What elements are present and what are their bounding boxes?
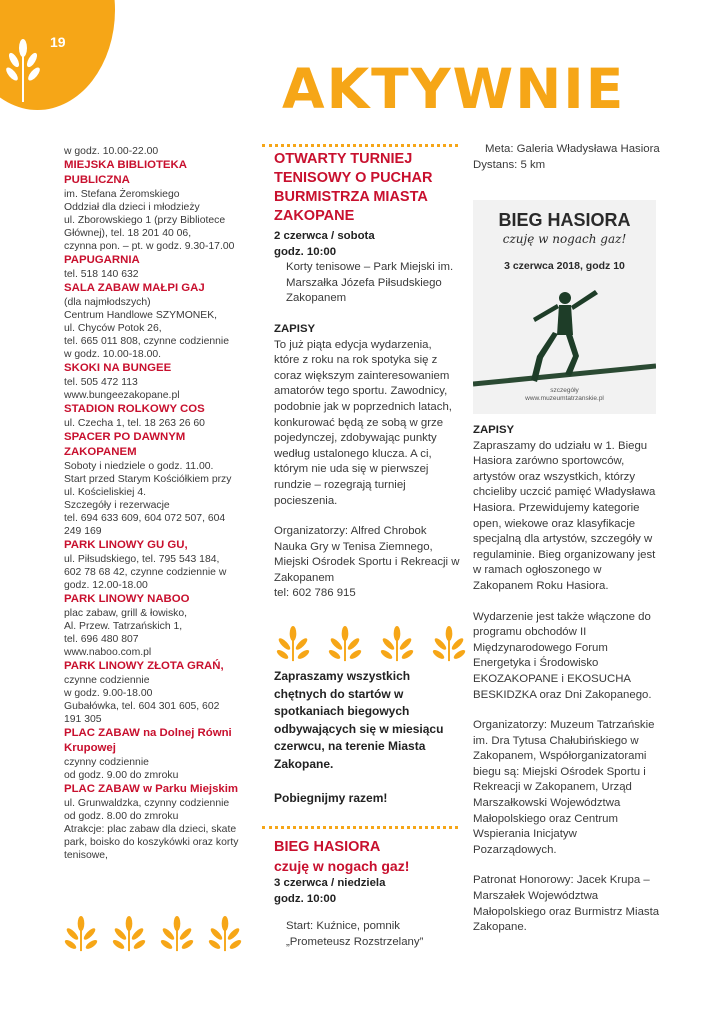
divider	[262, 826, 458, 829]
listing-text: Szczegóły i rezerwacje	[64, 500, 170, 511]
section-title: AKTYWNIE	[282, 57, 626, 121]
listing-text: www.bungeezakopane.pl	[64, 390, 180, 401]
listing-text: ul. Zborowskiego 1 (przy Bibliotece Głównej), tel. 18 201 40 06,	[64, 215, 226, 239]
listing-text: tel. 694 633 609, 604 072 507, 604 249 169	[64, 513, 226, 537]
listing-heading: PLAC ZABAW w Parku Miejskim	[64, 783, 239, 795]
listing-text: Gubałówka, tel. 604 301 605, 602 191 305	[64, 701, 220, 725]
listing-text: czynna pon. – pt. w godz. 9.30-17.00	[64, 241, 235, 252]
page-number: 19	[50, 34, 66, 50]
listing-text: (dla najmłodszych)	[64, 297, 151, 308]
invite-text: Zapraszamy wszystkich chętnych do startów w spotkaniach biegowych odbywających się w miesiącu czerwcu, na terenie Miasta Zakopane.	[274, 669, 444, 771]
run-time: godz. 10:00	[274, 892, 337, 905]
listing-text: Soboty i niedziele o godz. 11.00.	[64, 461, 214, 472]
wheat-icon	[62, 915, 100, 953]
tennis-date: 2 czerwca / sobota	[274, 230, 375, 242]
listing-text: www.naboo.com.pl	[64, 647, 152, 658]
tennis-organizers: Organizatorzy: Alfred Chrobok Nauka Gry w Tenisa Ziemnego, Miejski Ośrodek Sportu i Rekreacji w Zakopanem	[274, 525, 460, 584]
listing-text: plac zabaw, grill & łowisko,	[64, 608, 188, 619]
zapisy-label: ZAPISY	[274, 322, 316, 335]
run-together: Pobiegnijmy razem!	[274, 791, 388, 805]
listing-text: tel. 505 472 113	[64, 377, 138, 388]
run-poster	[473, 200, 656, 414]
wheat-icon	[110, 915, 148, 953]
listing-text: ul. Piłsudskiego, tel. 795 543 184, 602 78 68 42, czynne codziennie w godz. 12.00-18.00	[64, 554, 227, 591]
invite-block	[274, 668, 454, 808]
program-text: Wydarzenie jest także włączone do programu obchodów II Międzynarodowego Forum Energetyka i Środowisko EKOZAKOPANE i EKOSUCHA BESKIDZKA oraz Dni Zakopanego.	[473, 610, 652, 701]
listing-text: od godz. 9.00 do zmroku	[64, 770, 179, 781]
listing-heading: PARK LINOWY ZŁOTA GRAŃ,	[64, 660, 224, 672]
wheat-ornament	[62, 915, 244, 953]
listing-heading: PAPUGARNIA	[64, 254, 140, 266]
listing-heading: PLAC ZABAW na Dolnej Równi Krupowej	[64, 727, 232, 754]
listing-text: Centrum Handlowe SZYMONEK,	[64, 310, 218, 321]
listing-text: czynny codziennie	[64, 757, 149, 768]
poster-subtitle: czuję w nogach gaz!	[502, 232, 627, 246]
wheat-ornament	[274, 625, 468, 663]
tennis-place: Korty tenisowe – Park Miejski im. Marszałka Józefa Piłsudskiego Zakopanem	[286, 261, 454, 305]
zapisy-text: Zapraszamy do udziału w 1. Biegu Hasiora zarówno sportowców, artystów oraz wszystkich, którzy chcieliby uczcić pamięć Władysława Hasiora. Przewidujemy kategorie open, wiekowe oraz klasyfikacje specjalną dla artystów, szczegóły w regulaminie. Bieg organizowany jest w ramach ogłoszonego w Zakopanem Roku Hasiora.	[473, 439, 656, 592]
listing-text: Start przed Starym Kościółkiem przy ul. Kościeliskiej 4.	[64, 474, 232, 498]
patron-text: Patronat Honorowy: Jacek Krupa – Marszałek Województwa Małopolskiego oraz Burmistrz Miasta Zakopane.	[473, 874, 660, 934]
listing-heading: STADION ROLKOWY COS	[64, 403, 205, 415]
poster-footer-url: www.muzeumtatrzanskie.pl	[525, 395, 604, 402]
listing-text: Oddział dla dzieci i młodzieży	[64, 202, 200, 213]
jumping-runner-image	[473, 280, 656, 390]
organizers-text: Organizatorzy: Muzeum Tatrzańskie im. Dra Tytusa Chałubińskiego w Zakopanem, Współorganizatorami biegu są: Miejski Ośrodek Sportu i Rekreacji w Zakopanem, Urząd Marszałkowski Województwa Małopolskiego oraz Centrum Wspierania Inicjatyw Pozarządowych.	[473, 719, 655, 856]
run-title: BIEG HASIORA	[274, 839, 381, 855]
poster-footer	[473, 387, 656, 403]
listing-text: ul. Chyców Potok 26,	[64, 323, 162, 334]
run-description	[473, 423, 661, 936]
listing-heading: SKOKI NA BUNGEE	[64, 362, 172, 374]
listing-text: ul. Grunwaldzka, czynny codziennie od godz. 8.00 do zmroku	[64, 798, 230, 822]
tennis-title: OTWARTY TURNIEJ TENISOWY O PUCHAR BURMISTRZA MIASTA ZAKOPANE	[274, 151, 433, 224]
wheat-icon	[274, 625, 312, 663]
listing-heading: PARK LINOWY GU GU,	[64, 539, 188, 551]
listing-text: w godz. 9.00-18.00	[64, 688, 153, 699]
poster-date: 3 czerwca 2018, godz 10	[504, 260, 625, 272]
wheat-icon	[430, 625, 468, 663]
listing-text: tel. 696 480 807	[64, 634, 139, 645]
tennis-description: To już piąta edycja wydarzenia, które z roku na rok spotyka się z coraz większym zainteresowaniem amatorów tego sportu. Zawodnicy, podobnie jak w poprzednich latach, konkurować będą ze sobą w grze pojedynczej, zdobywając punkty według ustalonego klucza. A ci, którym nie uda się w pierwszej rundzie – rozegrają turniej pocieszenia.	[274, 338, 452, 507]
listing-text: tel. 518 140 632	[64, 269, 139, 280]
divider	[262, 144, 458, 147]
zapisy-label: ZAPISY	[473, 424, 515, 436]
listing-text: Atrakcje: plac zabaw dla dzieci, skate park, boisko do koszykówki oraz korty tenisowe,	[64, 824, 239, 861]
wheat-icon	[326, 625, 364, 663]
listing-text: ul. Czecha 1, tel. 18 263 26 60	[64, 418, 205, 429]
listing-text: w godz. 10.00-22.00	[64, 146, 159, 157]
listing-heading: MIEJSKA BIBLIOTEKA PUBLICZNA	[64, 159, 187, 186]
listing-heading: PARK LINOWY NABOO	[64, 593, 190, 605]
run-slogan: czuję w nogach gaz!	[274, 858, 410, 874]
listing-text: tel. 665 011 808, czynne codziennie w godz. 10.00-18.00.	[64, 336, 230, 360]
tennis-phone: tel: 602 786 915	[274, 587, 356, 600]
wheat-icon	[0, 34, 46, 104]
listing-text: im. Stefana Żeromskiego	[64, 189, 180, 200]
tennis-time: godz. 10:00	[274, 245, 337, 258]
run-start: Start: Kuźnice, pomnik „Prometeusz Rozstrzelany”	[286, 920, 424, 948]
listing-heading: SALA ZABAW MAŁPI GAJ	[64, 282, 205, 294]
run-details-top	[473, 142, 661, 173]
listing-text: Al. Przew. Tatrzańskich 1,	[64, 621, 183, 632]
events-column	[274, 150, 460, 602]
wheat-icon	[206, 915, 244, 953]
run-date: 3 czerwca / niedziela	[274, 877, 386, 889]
listings-column	[64, 145, 239, 862]
poster-title: BIEG HASIORA	[498, 210, 631, 230]
wheat-icon	[378, 625, 416, 663]
listing-text: czynne codziennie	[64, 675, 150, 686]
run-event	[274, 838, 454, 950]
listing-heading: SPACER PO DAWNYM ZAKOPANEM	[64, 431, 186, 458]
wheat-icon	[158, 915, 196, 953]
run-distance: Dystans: 5 km	[473, 158, 546, 171]
run-finish: Meta: Galeria Władysława Hasiora	[485, 143, 660, 155]
poster-footer-label: szczegóły	[550, 387, 579, 394]
